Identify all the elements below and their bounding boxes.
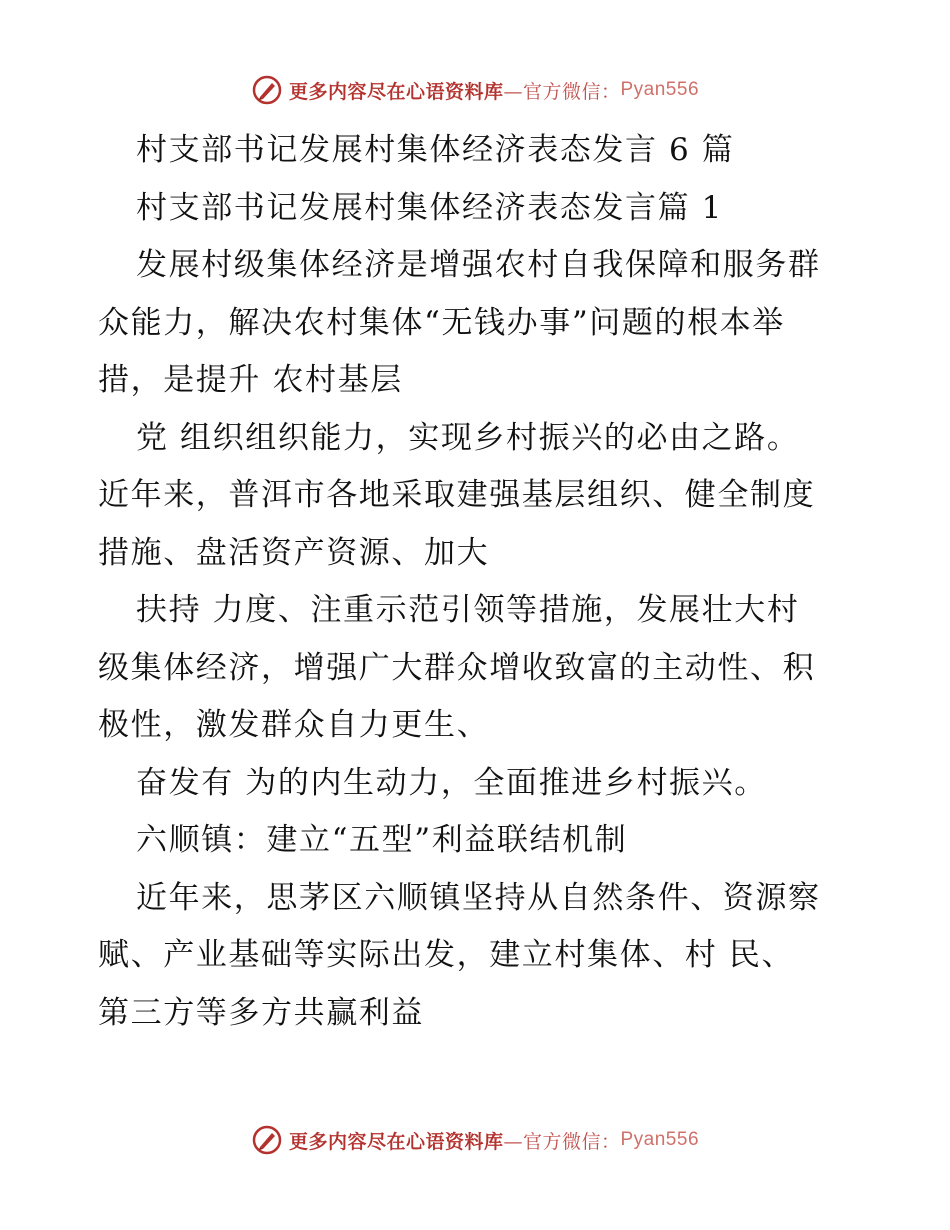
text-line: 措施、盘活资产资源、加大 xyxy=(98,534,490,571)
text-line: 扶持 力度、注重示范引领等措施，发展壮大村 xyxy=(136,592,800,628)
text-line: 发展村级集体经济是增强农村自我保障和服务群 xyxy=(136,247,821,283)
text-line: 奋发有 为的内生动力，全面推进乡村振兴。 xyxy=(136,764,767,801)
text-line: 党 组织组织能力，实现乡村振兴的必由之路。 xyxy=(136,419,800,456)
text-line: 措，是提升 农村基层 xyxy=(98,362,403,398)
header-watermark xyxy=(0,70,950,110)
pen-logo-icon xyxy=(251,74,283,106)
text-line: 近年来，普洱市各地采取建强基层组织、健全制度 xyxy=(98,477,816,513)
watermark-wechat-id: Pyan556 xyxy=(620,1129,700,1150)
watermark-wechat-label: —官方微信： xyxy=(503,80,621,103)
text-line: 级集体经济，增强广大群众增收致富的主动性、积 xyxy=(98,649,816,686)
watermark-site-name: 更多内容尽在心语资料库 xyxy=(288,80,504,103)
watermark-wechat-label: —官方微信： xyxy=(503,1130,621,1153)
watermark-wechat-id: Pyan556 xyxy=(620,79,700,100)
watermark-site-name: 更多内容尽在心语资料库 xyxy=(288,1130,504,1153)
text-line: 赋、产业基础等实际出发，建立村集体、村 民、 xyxy=(98,937,795,973)
document-title: 村支部书记发展村集体经济表态发言 6 篇 xyxy=(136,132,735,168)
text-line: 第三方等多方共赢利益 xyxy=(98,994,424,1031)
pen-logo-icon xyxy=(251,1124,283,1156)
section-heading: 村支部书记发展村集体经济表态发言篇 1 xyxy=(136,189,723,226)
subsection-heading: 六顺镇：建立“五型”利益联结机制 xyxy=(136,822,628,858)
text-line: 近年来，思茅区六顺镇坚持从自然条件、资源察 xyxy=(136,879,821,916)
text-line: 众能力，解决农村集体“无钱办事”问题的根本举 xyxy=(98,304,785,341)
text-line: 极性，激发群众自力更生、 xyxy=(98,707,490,743)
footer-watermark xyxy=(0,1120,950,1160)
document-body xyxy=(98,122,858,1042)
